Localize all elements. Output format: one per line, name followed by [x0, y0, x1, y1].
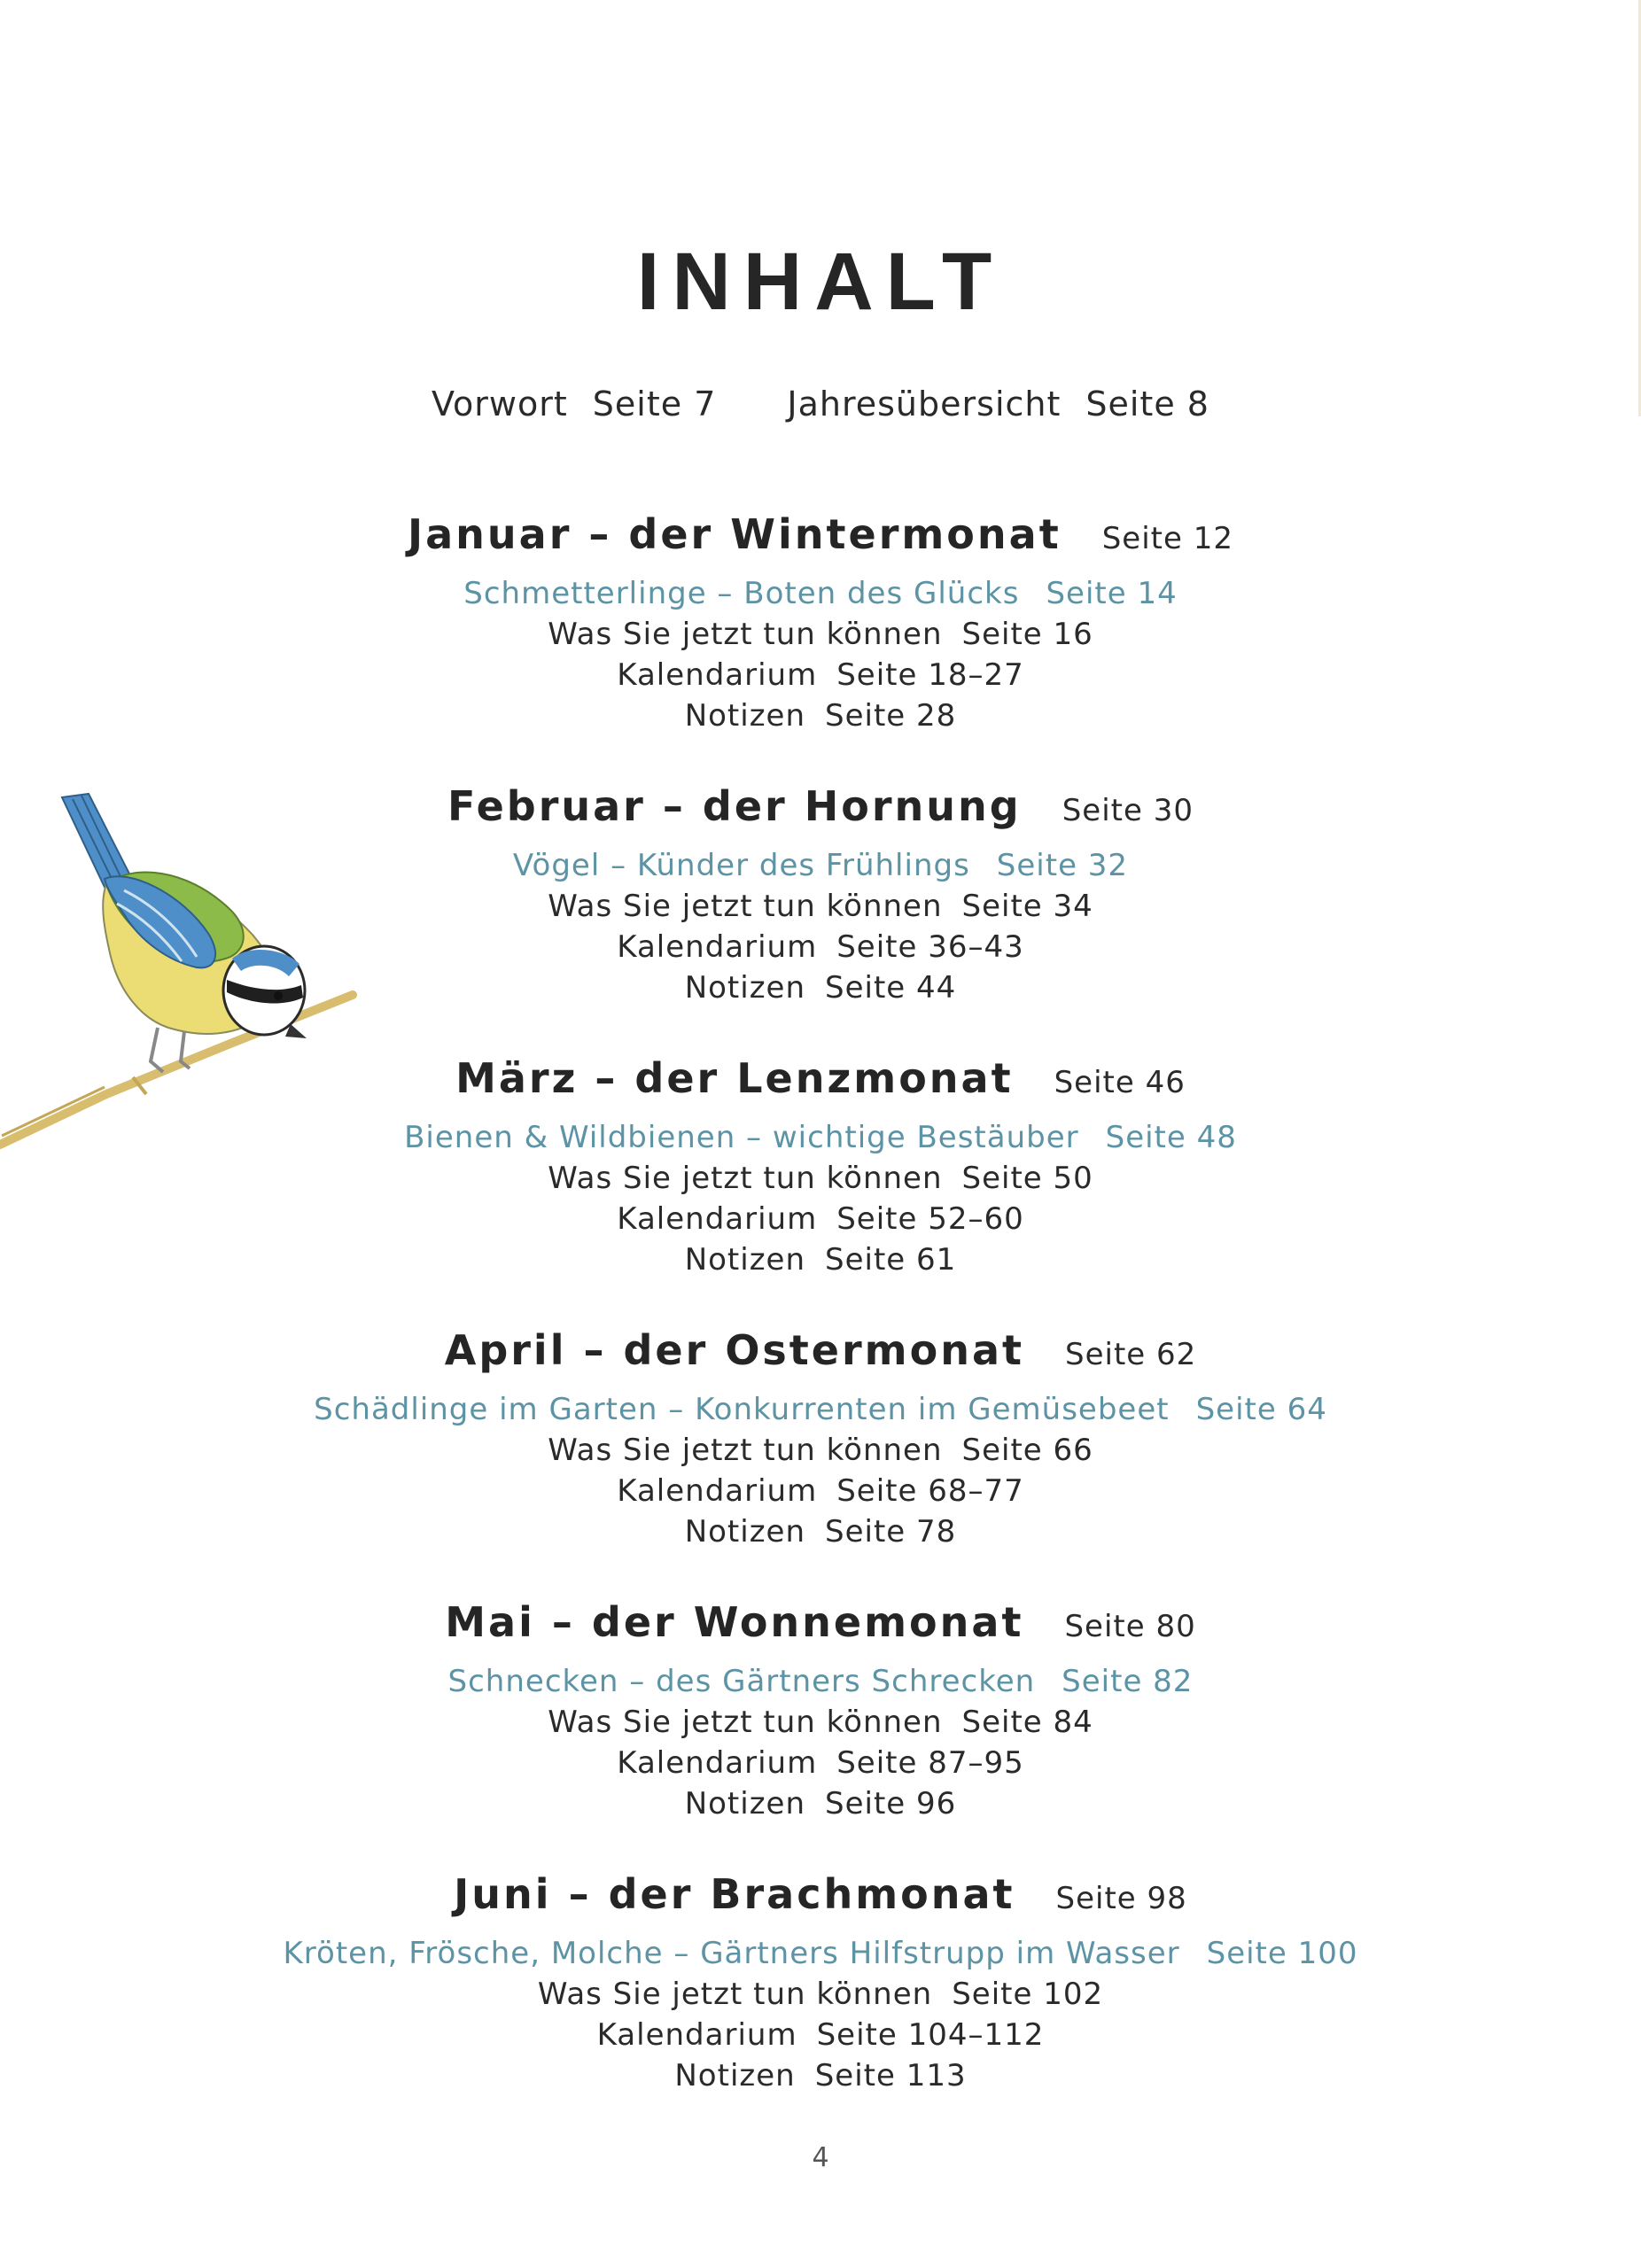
section-heading: Mai – der Wonnemonat — [445, 1598, 1024, 1646]
item-label: Notizen — [684, 1242, 806, 1278]
section-page: Seite 30 — [1062, 793, 1194, 828]
section-heading: April – der Ostermonat — [444, 1326, 1024, 1374]
section-heading: Juni – der Brachmonat — [454, 1870, 1015, 1918]
topic-label: Schnecken – des Gärtners Schrecken — [447, 1664, 1036, 1699]
item-label: Was Sie jetzt tun können — [548, 1433, 943, 1468]
intro-page-jahresuebersicht: Seite 8 — [1085, 384, 1209, 423]
section-april — [0, 1319, 1641, 1552]
topic-page: Seite 48 — [1105, 1120, 1237, 1155]
section-maerz — [0, 1047, 1641, 1280]
section-heading: Januar – der Wintermonat — [408, 510, 1062, 558]
table-of-contents — [0, 503, 1641, 2135]
item-label: Was Sie jetzt tun können — [537, 1977, 933, 2012]
section-page: Seite 98 — [1055, 1881, 1187, 1916]
section-page: Seite 12 — [1101, 521, 1233, 556]
section-februar — [0, 775, 1641, 1008]
item-label: Notizen — [684, 1786, 806, 1821]
item-label: Kalendarium — [617, 1745, 818, 1781]
item-page: Seite 52–60 — [836, 1201, 1024, 1237]
item-page: Seite 28 — [825, 698, 957, 734]
section-page: Seite 80 — [1064, 1609, 1196, 1644]
intro-line — [0, 379, 1641, 429]
intro-page-vorwort: Seite 7 — [592, 384, 717, 423]
section-juni — [0, 1863, 1641, 2096]
item-label: Notizen — [684, 698, 806, 734]
item-label: Was Sie jetzt tun können — [548, 1161, 943, 1196]
section-januar — [0, 503, 1641, 736]
item-page: Seite 61 — [825, 1242, 957, 1278]
item-page: Seite 78 — [825, 1514, 957, 1550]
topic-page: Seite 82 — [1062, 1664, 1194, 1699]
page-number: 4 — [812, 2142, 829, 2173]
topic-label: Kröten, Frösche, Molche – Gärtners Hilfstrupp im Wasser — [283, 1936, 1180, 1971]
section-heading: Februar – der Hornung — [447, 782, 1022, 830]
item-page: Seite 113 — [814, 2058, 967, 2093]
item-page: Seite 34 — [961, 889, 1093, 924]
item-label: Was Sie jetzt tun können — [548, 617, 943, 652]
item-label: Kalendarium — [617, 657, 818, 693]
intro-label-jahresuebersicht: Jahresübersicht — [787, 384, 1062, 423]
topic-page: Seite 32 — [996, 848, 1129, 883]
item-page: Seite 36–43 — [836, 929, 1024, 965]
item-label: Was Sie jetzt tun können — [548, 889, 943, 924]
section-page: Seite 46 — [1054, 1065, 1186, 1100]
item-page: Seite 66 — [961, 1433, 1093, 1468]
item-label: Kalendarium — [617, 929, 818, 965]
item-page: Seite 102 — [952, 1977, 1104, 2012]
item-page: Seite 50 — [961, 1161, 1093, 1196]
item-label: Was Sie jetzt tun können — [548, 1705, 943, 1740]
intro-label-vorwort: Vorwort — [432, 384, 568, 423]
item-label: Notizen — [684, 1514, 806, 1550]
topic-label: Bienen & Wildbienen – wichtige Bestäuber — [404, 1120, 1079, 1155]
item-page: Seite 44 — [825, 970, 957, 1006]
item-page: Seite 96 — [825, 1786, 957, 1821]
page-title: INHALT — [636, 236, 1005, 327]
item-page: Seite 104–112 — [816, 2017, 1045, 2053]
item-label: Kalendarium — [617, 1201, 818, 1237]
item-page: Seite 68–77 — [836, 1473, 1024, 1509]
item-label: Kalendarium — [596, 2017, 797, 2053]
item-page: Seite 84 — [961, 1705, 1093, 1740]
topic-page: Seite 14 — [1046, 576, 1178, 611]
item-page: Seite 18–27 — [836, 657, 1024, 693]
topic-label: Vögel – Künder des Frühlings — [512, 848, 970, 883]
item-label: Kalendarium — [617, 1473, 818, 1509]
topic-label: Schmetterlinge – Boten des Glücks — [463, 576, 1020, 611]
topic-page: Seite 100 — [1206, 1936, 1358, 1971]
item-page: Seite 87–95 — [836, 1745, 1024, 1781]
topic-page: Seite 64 — [1195, 1392, 1327, 1427]
topic-label: Schädlinge im Garten – Konkurrenten im Gemüsebeet — [314, 1392, 1170, 1427]
item-page: Seite 16 — [961, 617, 1093, 652]
item-label: Notizen — [684, 970, 806, 1006]
section-mai — [0, 1591, 1641, 1824]
section-page: Seite 62 — [1065, 1337, 1197, 1372]
item-label: Notizen — [674, 2058, 796, 2093]
section-heading: März – der Lenzmonat — [455, 1054, 1014, 1102]
